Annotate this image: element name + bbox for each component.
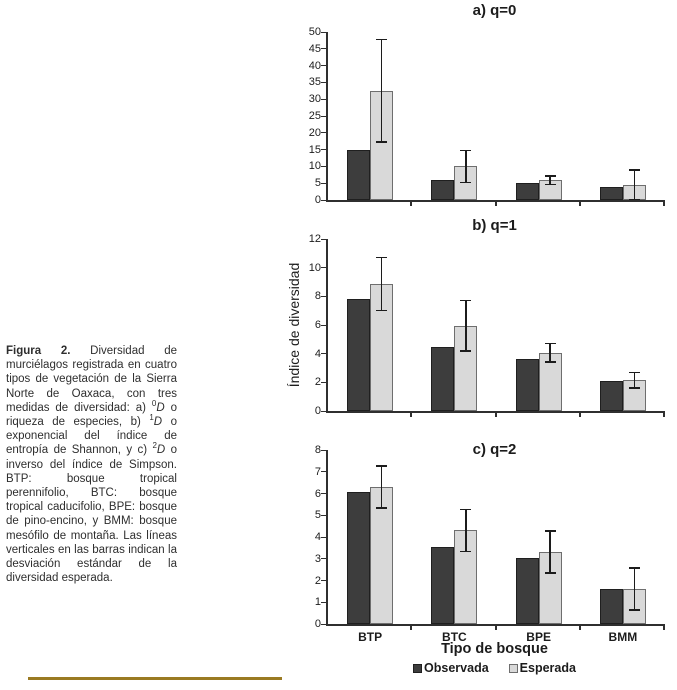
x-axis-tick <box>495 626 497 630</box>
caption-segment: D <box>156 401 165 414</box>
bar-observada-BPE <box>516 558 539 624</box>
y-axis-tick <box>321 149 326 150</box>
error-bar-cap-bottom <box>460 551 471 553</box>
error-bar-cap-bottom <box>545 361 556 363</box>
x-axis-tick <box>579 413 581 417</box>
legend-label-esperada: Esperada <box>519 661 576 675</box>
x-axis-tick <box>579 626 581 630</box>
plot-area <box>308 233 665 417</box>
y-axis-tick-label: 40 <box>308 59 321 72</box>
y-axis-tick <box>321 132 326 133</box>
error-bar-cap-top <box>460 509 471 511</box>
y-axis-tick <box>321 200 326 201</box>
chart-b-q1 <box>283 216 677 435</box>
y-axis-tick-label: 5 <box>314 509 321 522</box>
y-axis-tick-label: 0 <box>314 618 321 630</box>
error-bar-line <box>634 372 636 389</box>
x-axis-tick <box>410 202 412 206</box>
y-axis-tick-label: 10 <box>308 160 321 173</box>
error-bar-cap-top <box>376 257 387 259</box>
y-axis-tick-label: 20 <box>308 126 321 139</box>
error-bar-line <box>549 530 551 574</box>
y-axis-tick-label: 4 <box>314 347 321 360</box>
y-axis-tick-label: 8 <box>314 444 321 456</box>
caption-segment: 2 <box>152 441 157 451</box>
y-axis-tick <box>321 267 326 268</box>
y-axis-tick <box>321 239 326 240</box>
y-axis-tick <box>321 99 326 100</box>
y-axis-tick-label: 50 <box>308 26 321 38</box>
y-axis-label: Índice de diversidad <box>286 262 302 388</box>
y-axis-tick-label: 8 <box>314 290 321 303</box>
y-axis-tick <box>321 493 326 494</box>
error-bar-line <box>381 465 383 509</box>
error-bar-cap-bottom <box>376 141 387 143</box>
y-axis-tick-label: 0 <box>314 405 321 417</box>
caption-segment: 1 <box>149 413 154 423</box>
chart-legend <box>326 661 663 675</box>
bar-observada-BPE <box>516 183 539 200</box>
y-axis-tick-label: 3 <box>314 552 321 565</box>
y-axis-tick <box>321 32 326 33</box>
y-axis-tick <box>321 411 326 412</box>
y-axis-tick <box>321 580 326 581</box>
y-axis-tick-label: 1 <box>314 596 321 609</box>
error-bar-line <box>465 300 467 352</box>
bar-observada-BTP <box>347 150 370 200</box>
caption-segment: Figura 2. <box>6 345 71 357</box>
y-axis-tick <box>321 48 326 49</box>
x-axis-category-label-BTP: BTP <box>358 630 383 644</box>
y-axis-tick <box>321 537 326 538</box>
x-axis-label: Tipo de bosque <box>441 641 548 657</box>
x-axis-tick <box>663 626 665 630</box>
y-axis-tick <box>321 116 326 117</box>
y-axis-tick-label: 12 <box>308 233 321 245</box>
error-bar-cap-top <box>629 372 640 374</box>
error-bar-cap-bottom <box>629 387 640 389</box>
chart-title: b) q=1 <box>472 217 517 234</box>
x-axis-tick <box>495 202 497 206</box>
y-axis-tick <box>321 166 326 167</box>
y-axis-tick <box>321 515 326 516</box>
y-axis-tick-label: 35 <box>308 76 321 89</box>
y-axis-tick <box>321 382 326 383</box>
y-axis-tick <box>321 450 326 451</box>
y-axis-tick-label: 2 <box>314 574 321 587</box>
bar-observada-BPE <box>516 359 539 411</box>
chart-c-q2 <box>283 435 677 690</box>
y-axis-tick-label: 25 <box>308 110 321 122</box>
bar-observada-BTP <box>347 299 370 411</box>
x-axis-tick <box>579 202 581 206</box>
y-axis-tick <box>321 624 326 625</box>
y-axis-tick-label: 45 <box>308 42 321 55</box>
x-axis-tick <box>410 413 412 417</box>
error-bar-line <box>465 509 467 553</box>
caption-divider-rule <box>28 677 282 680</box>
y-axis-tick <box>321 296 326 297</box>
legend-swatch-esperada <box>509 664 518 673</box>
y-axis-tick-label: 30 <box>308 93 321 106</box>
caption-segment: o riqueza de especies, b) <box>6 401 177 429</box>
bar-observada-BTC <box>431 547 454 624</box>
caption-segment: D <box>153 416 163 429</box>
error-bar-cap-bottom <box>376 507 387 509</box>
legend-item-observada <box>413 661 489 675</box>
y-axis-tick-label: 10 <box>308 261 321 274</box>
legend-item-esperada <box>509 661 576 675</box>
error-bar-cap-top <box>460 150 471 152</box>
x-axis-category-label-BTC: BTC <box>442 630 467 644</box>
error-bar-cap-top <box>460 300 471 302</box>
y-axis-tick-label: 2 <box>314 376 321 389</box>
error-bar-cap-top <box>545 343 556 345</box>
y-axis-tick <box>321 602 326 603</box>
error-bar-cap-top <box>629 169 640 171</box>
error-bar-line <box>381 257 383 311</box>
error-bar-line <box>634 567 636 611</box>
figure-caption <box>6 344 177 585</box>
error-bar-cap-top <box>545 175 556 177</box>
plot-area <box>308 26 665 206</box>
chart-a-q0 <box>283 0 677 216</box>
legend-swatch-observada <box>413 664 422 673</box>
error-bar-cap-bottom <box>629 609 640 611</box>
bar-observada-BTC <box>431 347 454 411</box>
x-axis-category-label-BPE: BPE <box>526 630 551 644</box>
y-axis-tick <box>321 65 326 66</box>
y-axis-tick-label: 5 <box>314 177 321 190</box>
chart-title: c) q=2 <box>472 441 517 458</box>
y-axis-tick-label: 0 <box>314 194 321 206</box>
bar-observada-BMM <box>600 381 623 411</box>
error-bar-cap-bottom <box>376 310 387 312</box>
error-bar-line <box>381 39 383 143</box>
bar-observada-BMM <box>600 589 623 624</box>
chart-title: a) q=0 <box>472 2 517 19</box>
y-axis-tick-label: 15 <box>308 143 321 156</box>
caption-segment: o exponencial del índice de entropía de Shannon, y c) <box>6 416 177 457</box>
error-bar-cap-bottom <box>629 199 640 201</box>
caption-segment: o inverso del índice de Simpson. BTP: bosque tropical perennifolio, BTC: bosque tropical caducifolio, BPE: bosque de pino-encino, y BMM: bosque mesófilo de montaña. Las líneas verticales en las barras indican la desviación estándar de la diversidad esperada. <box>6 444 177 585</box>
bar-observada-BMM <box>600 187 623 200</box>
error-bar-cap-top <box>376 39 387 41</box>
error-bar-cap-top <box>629 567 640 569</box>
y-axis-tick-label: 6 <box>314 487 321 500</box>
x-axis-tick <box>495 413 497 417</box>
error-bar-line <box>634 169 636 200</box>
error-bar-cap-bottom <box>545 184 556 186</box>
error-bar-cap-top <box>376 465 387 467</box>
y-axis-tick <box>321 353 326 354</box>
error-bar-line <box>549 343 551 363</box>
legend-label-observada: Observada <box>424 661 489 675</box>
error-bar-cap-top <box>545 530 556 532</box>
charts-column <box>283 0 677 690</box>
y-axis-tick-label: 4 <box>314 531 321 543</box>
caption-segment: D <box>156 444 166 457</box>
y-axis-tick <box>321 325 326 326</box>
caption-segment: 0 <box>151 398 157 408</box>
y-axis-tick-label: 7 <box>314 465 321 478</box>
y-axis-tick <box>321 558 326 559</box>
caption-segment: Diversidad de murciélagos registrada en cuatro tipos de vegetación de la Sierra Norte de Oaxaca, con tres medidas de diversidad: a) <box>6 345 177 414</box>
error-bar-cap-bottom <box>460 350 471 352</box>
bar-observada-BTP <box>347 492 370 624</box>
bar-observada-BTC <box>431 180 454 200</box>
error-bar-line <box>465 150 467 184</box>
y-axis-tick <box>321 183 326 184</box>
y-axis-tick <box>321 82 326 83</box>
x-axis-tick <box>663 413 665 417</box>
x-axis-tick <box>410 626 412 630</box>
error-bar-cap-bottom <box>545 572 556 574</box>
y-axis-tick-label: 6 <box>314 319 321 331</box>
x-axis-tick <box>663 202 665 206</box>
y-axis-tick <box>321 471 326 472</box>
x-axis-category-label-BMM: BMM <box>608 630 638 644</box>
error-bar-cap-bottom <box>460 182 471 184</box>
